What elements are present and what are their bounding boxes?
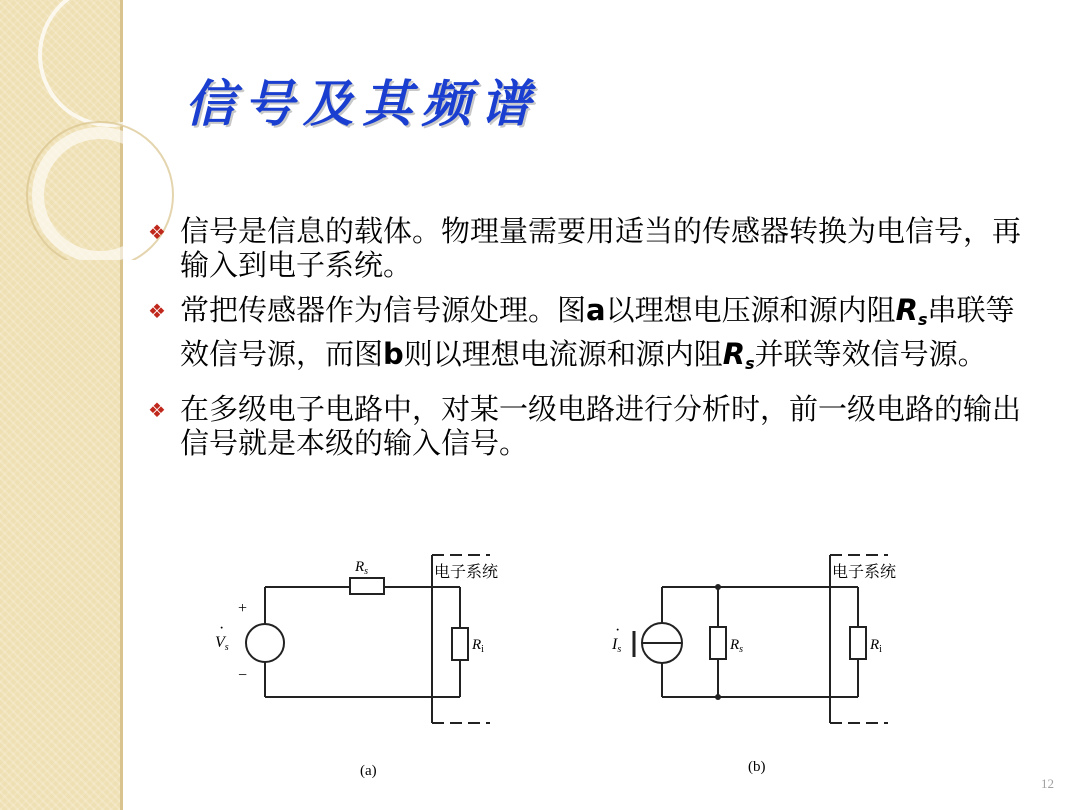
ring-top [40, 0, 180, 125]
bullet-text-segment: 则以理想电流源和源内阻 [403, 337, 723, 371]
circuit-a-caption: (a) [360, 763, 377, 779]
ring-middle [38, 133, 162, 257]
circuit-a-minus: − [238, 667, 248, 684]
circuit-b-ri-resistor [850, 627, 866, 659]
bullet-text-segment: b [383, 337, 404, 371]
circuit-a-system-label: 电子系统 [434, 564, 499, 581]
bullet-text-segment: 信号是信息的载体。物理量需要用适当的传感器转换为电信号，再输入到电子系统。 [180, 214, 1022, 282]
bullet-item [148, 392, 1028, 460]
bullet-text-segment: 常把传感器作为信号源处理。图 [180, 293, 587, 327]
circuit-b-node-bottom [715, 694, 721, 700]
circuit-b-source-label: Is [612, 636, 622, 655]
bullet-text-segment: 以理想电压源和源内阻 [605, 293, 896, 327]
bullet-text-segment: 串联等效信号源，而图 [180, 293, 1015, 371]
circuit-a-voltage-source [246, 624, 284, 662]
circuit-diagrams [200, 545, 960, 785]
circuit-a-source-dot: · [219, 620, 225, 637]
circuit-a-rs-label: $R_s$ [355, 559, 369, 577]
bullet-text-segment: 并联等效信号源。 [754, 337, 987, 371]
circuit-a-rs-resistor [350, 578, 384, 594]
circuit-b-node-top [715, 584, 721, 590]
circuit-b-source-dot: · [615, 622, 621, 639]
circuit-a-ri-resistor [452, 628, 468, 660]
bullet-text-segment: R [722, 337, 746, 371]
bullet-item [148, 293, 1028, 381]
diamond-bullet-icon: ❖ [148, 299, 166, 323]
circuit-b-system-label: 电子系统 [832, 564, 897, 581]
page-number: 12 [1041, 776, 1054, 791]
circuit-a-source-label: Vs [215, 634, 229, 653]
circuit-b-rs-label: $R_s$ [730, 637, 744, 655]
bullet-item [148, 214, 1028, 282]
bullet-text-segment: R [895, 293, 918, 327]
bullet-text-segment: s [745, 354, 755, 373]
circuit-b-caption: (b) [748, 759, 766, 775]
diamond-bullet-icon: ❖ [148, 398, 166, 422]
bullet-text-segment: s [917, 310, 928, 329]
circuit-a-ri-label: $R_i$ [472, 637, 484, 655]
circuit-a-plus: + [238, 600, 248, 617]
bullet-text-segment: 在多级电子电路中，对某一级电路进行分析时，前一级电路的输出信号就是本级的输入信号。 [180, 392, 1022, 460]
bullet-list [148, 214, 1028, 471]
diamond-bullet-icon: ❖ [148, 220, 166, 244]
circuit-b-ri-label: $R_i$ [870, 637, 882, 655]
bullet-text-segment: a [586, 293, 606, 327]
slide-title: 信号及其频谱 [185, 74, 539, 133]
circuit-b-rs-resistor [710, 627, 726, 659]
